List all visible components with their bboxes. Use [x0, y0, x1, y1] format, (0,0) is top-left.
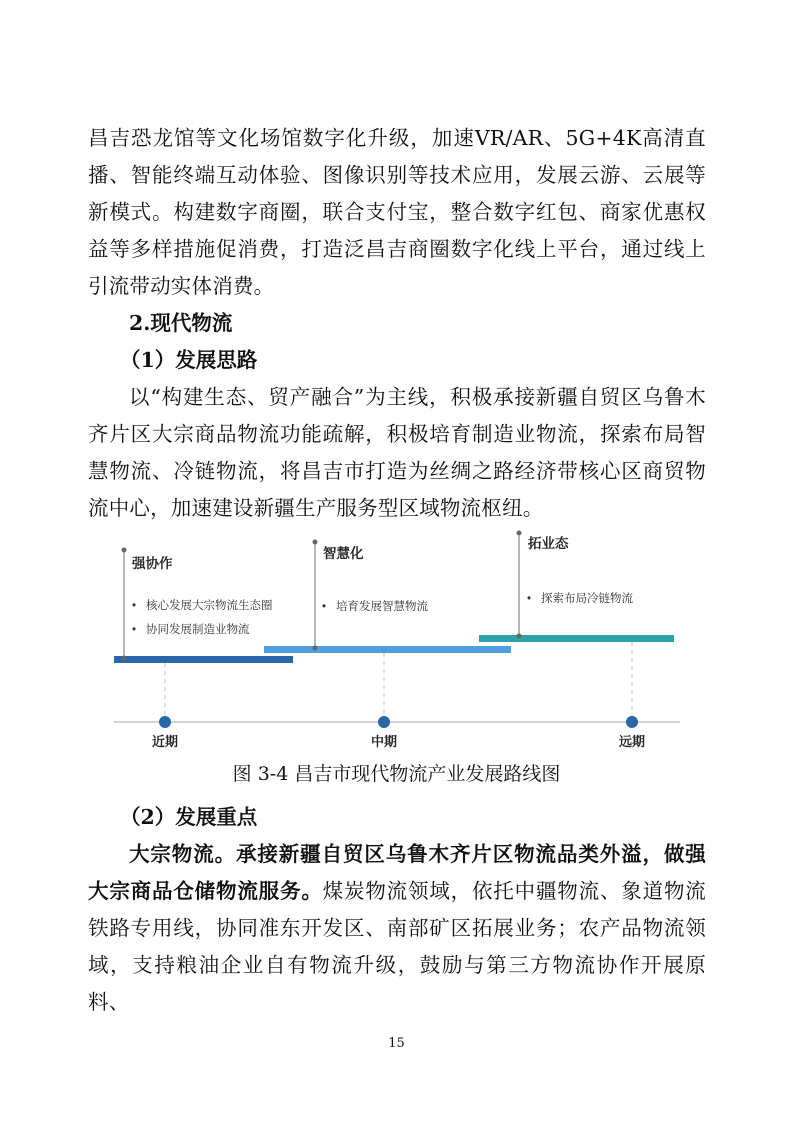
roadmap-diagram: [0, 530, 793, 758]
timeline-label-near: 近期: [151, 734, 179, 749]
bullet-dot: •: [132, 624, 137, 636]
pin-foot-2: [313, 646, 318, 651]
page-number: 15: [388, 1036, 405, 1051]
stage-1-bullet-1: 核心发展大宗物流生态圈: [146, 600, 273, 612]
sub2-paragraph: [88, 836, 706, 1021]
pin-foot-3: [517, 634, 522, 639]
stage-1-bullet-2: 协同发展制造业物流: [146, 624, 250, 636]
timeline-label-mid: 中期: [370, 734, 398, 749]
stage-bar-2: [264, 646, 511, 653]
stage-2-bullet-1: 培育发展智慧物流: [336, 601, 428, 613]
stage-title-1: 强协作: [132, 556, 173, 571]
pin-head-3: [517, 531, 522, 536]
timeline-dot-3: [626, 716, 638, 728]
sub2-body: 煤炭物流领域，依托中疆物流、象道物流铁路专用线，协同准东开发区、南部矿区拓展业务；农产品物流领域，支持粮油企业自有物流升级，鼓励与第三方物流协作开展原料、: [88, 879, 706, 1014]
pin-foot-1: [122, 656, 127, 661]
figure-caption: 图 3-4 昌吉市现代物流产业发展路线图: [232, 763, 561, 785]
stage-bar-3: [479, 635, 674, 642]
sub1-paragraph: 以“构建生态、贸产融合”为主线，积极承接新疆自贸区乌鲁木齐片区大宗商品物流功能疏解，积极培育制造业物流，探索布局智慧物流、冷链物流，将昌吉市打造为丝绸之路经济带核心区商贸物流中心，加速建设新疆生产服务型区域物流枢纽。: [88, 385, 706, 520]
sub2-lead: 大宗物流。承接新疆自贸区乌鲁木齐片区物流品类外溢，做强大宗商品仓储物流服务。: [88, 842, 706, 903]
intro-paragraph: 昌吉恐龙馆等文化场馆数字化升级，加速VR/AR、5G+4K高清直播、智能终端互动体验、图像识别等技术应用，发展云游、云展等新模式。构建数字商圈，联合支付宝，整合数字红包、商家优惠权益等多样措施促消费，打造泛昌吉商圈数字化线上平台，通过线上引流带动实体消费。: [88, 126, 706, 298]
sub1-title: （1）发展思路: [120, 348, 258, 372]
bullet-dot: •: [132, 600, 137, 612]
bullet-dot: •: [527, 593, 532, 605]
stage-bar-1: [114, 656, 293, 663]
timeline-dot-2: [378, 716, 390, 728]
stage-title-2: 智慧化: [323, 546, 364, 561]
section-title: 2.现代物流: [129, 311, 233, 335]
timeline-dot-1: [159, 716, 171, 728]
stage-title-3: 拓业态: [528, 536, 569, 551]
timeline-label-far: 远期: [618, 734, 646, 749]
pin-head-2: [313, 540, 318, 545]
pin-head-1: [122, 548, 127, 553]
sub2-title: （2）发展重点: [120, 805, 258, 829]
stage-3-bullet-1: 探索布局冷链物流: [541, 593, 633, 605]
bullet-dot: •: [322, 601, 327, 613]
